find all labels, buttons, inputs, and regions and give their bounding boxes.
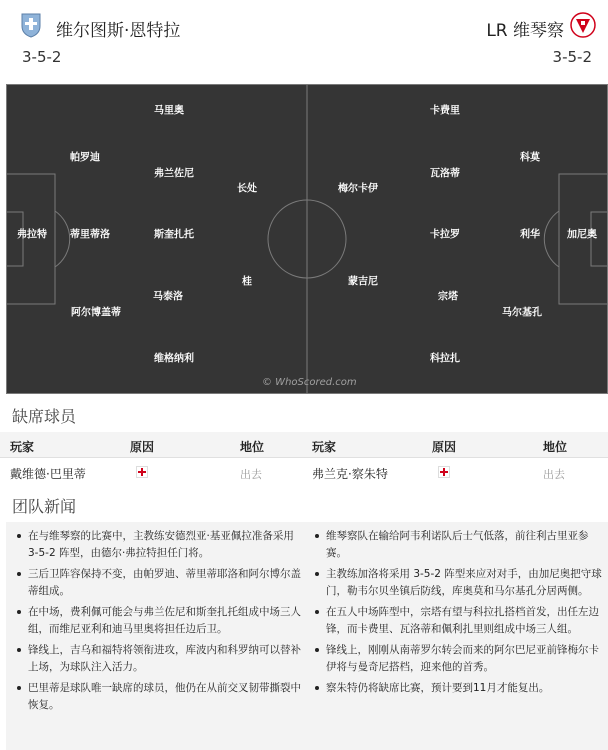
away-formation: 3-5-2 — [552, 48, 592, 66]
watermark: © WhoScored.com — [262, 377, 357, 388]
injury-icon — [136, 466, 148, 478]
home-player[interactable]: 马里奥 — [154, 105, 184, 117]
home-formation: 3-5-2 — [22, 48, 62, 66]
team-news-title: 团队新闻 — [12, 497, 77, 516]
home-player[interactable]: 斯奎扎托 — [154, 229, 194, 241]
col-reason: 原因 — [130, 440, 155, 454]
news-item: 在中场，费利佩可能会与弗兰佐尼和斯奎扎托组成中场三人组，而维尼亚利和迪马里奥将担任边后卫。 — [14, 604, 304, 637]
col-reason: 原因 — [432, 440, 457, 454]
table-row — [0, 458, 608, 484]
news-item: 察朱特仍将缺席比赛，预计要到11月才能复出。 — [312, 680, 602, 697]
col-player: 玩家 — [312, 440, 337, 454]
news-item: 锋线上，刚刚从南蒂罗尔转会而来的阿尔巴尼亚前锋梅尔卡伊将与曼奇尼搭档，迎来他的首秀。 — [312, 642, 602, 675]
col-player: 玩家 — [10, 440, 35, 454]
news-item: 锋线上，吉乌和福特将领衔进攻，库波内和科罗纳可以替补上场，为球队注入活力。 — [14, 642, 304, 675]
away-news-column — [312, 528, 602, 702]
home-player[interactable]: 弗拉特 — [17, 229, 47, 241]
team-news-panel — [6, 522, 608, 750]
home-team-name[interactable]: 维尔图斯·恩特拉 — [56, 21, 181, 41]
news-item: 在与维琴察的比赛中，主教练安德烈亚·基亚佩拉准备采用 3-5-2 阵型，由德尔·弗拉特担任门将。 — [14, 528, 304, 561]
missing-players-title: 缺席球员 — [12, 407, 77, 426]
news-item: 维琴察队在输给阿韦利诺队后士气低落，前往利古里亚参赛。 — [312, 528, 602, 561]
home-news-column — [14, 528, 304, 718]
home-crest-icon — [20, 12, 42, 38]
col-status: 地位 — [543, 440, 568, 454]
away-player[interactable]: 卡费里 — [430, 105, 460, 117]
home-player[interactable]: 蒂里蒂洛 — [70, 229, 110, 241]
home-player[interactable]: 长处 — [237, 183, 257, 195]
home-player[interactable]: 帕罗迪 — [70, 152, 100, 164]
away-missing-status: 出去 — [543, 468, 565, 481]
away-player[interactable]: 科莫 — [520, 152, 540, 164]
home-player[interactable]: 弗兰佐尼 — [154, 168, 194, 180]
away-team-name[interactable]: LR 维琴察 — [486, 21, 564, 41]
away-missing-player[interactable]: 弗兰克·察朱特 — [312, 467, 388, 481]
away-player[interactable]: 宗塔 — [438, 291, 458, 303]
news-item: 在五人中场阵型中，宗塔有望与科拉扎搭档首发，出任左边锋，而卡费里、瓦洛蒂和佩利扎里则组成中场三人组。 — [312, 604, 602, 637]
away-player[interactable]: 瓦洛蒂 — [430, 168, 460, 180]
table-header — [0, 432, 608, 458]
home-missing-player[interactable]: 戴维德·巴里蒂 — [10, 467, 86, 481]
away-player[interactable]: 马尔基孔 — [502, 307, 542, 319]
away-player[interactable]: 梅尔卡伊 — [338, 183, 378, 195]
away-player[interactable]: 科拉扎 — [430, 353, 460, 365]
away-crest-icon — [570, 12, 596, 38]
home-player[interactable]: 阿尔博盖蒂 — [71, 307, 121, 319]
away-player[interactable]: 加尼奥 — [567, 229, 597, 241]
home-player[interactable]: 马泰洛 — [153, 291, 183, 303]
news-item: 主教练加洛将采用 3-5-2 阵型来应对对手，由加尼奥把守球门，勒韦尔贝坐镇后防线，库奥莫和马尔基孔分居两侧。 — [312, 566, 602, 599]
formation-pitch — [6, 84, 608, 394]
home-player[interactable]: 桂 — [242, 276, 252, 288]
away-player[interactable]: 利华 — [520, 229, 540, 241]
away-player[interactable]: 蒙吉尼 — [348, 276, 378, 288]
home-missing-status: 出去 — [240, 468, 262, 481]
news-item: 三后卫阵容保持不变，由帕罗迪、蒂里蒂耶洛和阿尔博尔盖蒂组成。 — [14, 566, 304, 599]
col-status: 地位 — [240, 440, 265, 454]
away-player[interactable]: 卡拉罗 — [430, 229, 460, 241]
match-header — [0, 0, 608, 84]
news-item: 巴里蒂是球队唯一缺席的球员，他仍在从前交叉韧带撕裂中恢复。 — [14, 680, 304, 713]
home-player[interactable]: 维格纳利 — [154, 353, 194, 365]
injury-icon — [438, 466, 450, 478]
